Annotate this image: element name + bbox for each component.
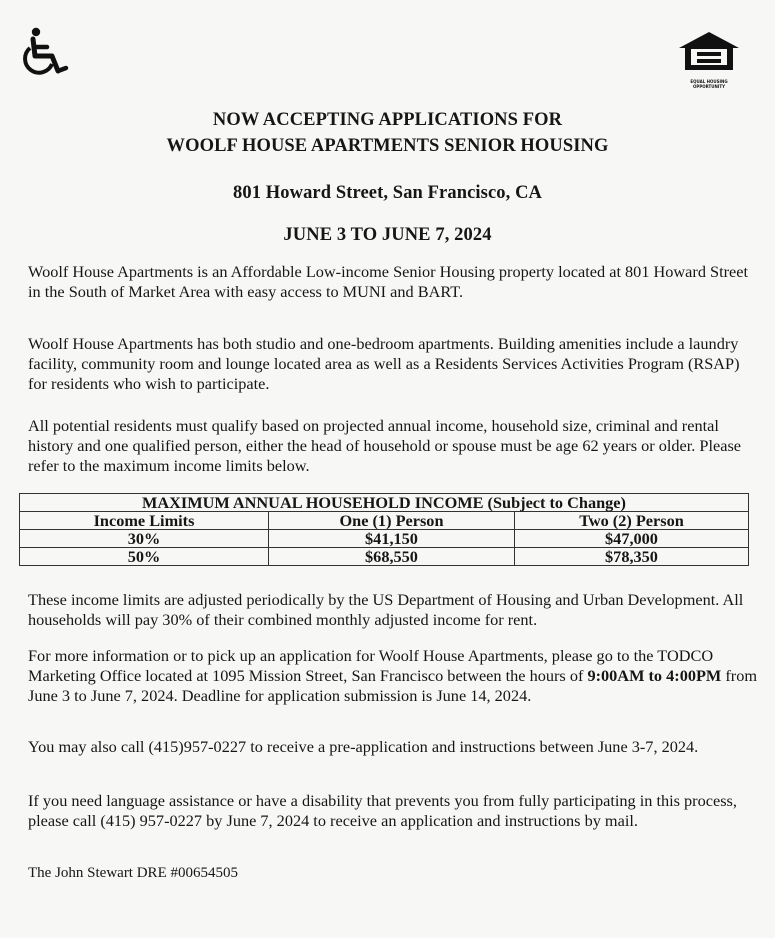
- equal-housing-label: EQUAL HOUSING OPPORTUNITY: [690, 79, 728, 89]
- table-cell: 50%: [20, 548, 269, 566]
- header-two-person: Two (2) Person: [515, 512, 749, 530]
- table-row: [20, 548, 749, 566]
- table-caption: MAXIMUM ANNUAL HOUSEHOLD INCOME (Subject to Change): [20, 494, 749, 512]
- phone-paragraph: You may also call (415)957-0227 to receive a pre-application and instructions between June 3-7, 2024.: [28, 737, 699, 756]
- assistance-paragraph: If you need language assistance or have a disability that prevents you from fully participating in this process, please call (415) 957-0227 by June 7, 2024 to receive an application and instructions by mail.: [28, 791, 737, 830]
- title-line-2: WOOLF HOUSE APARTMENTS SENIOR HOUSING: [166, 136, 609, 156]
- signature-line: The John Stewart DRE #00654505: [28, 865, 238, 881]
- table-row: [20, 530, 749, 548]
- property-address: 801 Howard Street, San Francisco, CA: [233, 183, 542, 203]
- table-cell: $41,150: [269, 530, 515, 548]
- table-cell: $78,350: [515, 548, 749, 566]
- table-cell: 30%: [20, 530, 269, 548]
- office-hours: 9:00AM to 4:00PM: [587, 666, 722, 685]
- header-income-limits: Income Limits: [20, 512, 269, 530]
- amenities-paragraph: Woolf House Apartments has both studio and one-bedroom apartments. Building amenities include a laundry facility, community room and lounge located area as well as a Residents Services Activities Program (RSAP) for residents who wish to participate.: [28, 334, 740, 393]
- header-one-person: One (1) Person: [269, 512, 515, 530]
- intro-paragraph: Woolf House Apartments is an Affordable Low-income Senior Housing property located at 801 Howard Street in the South of Market Area with easy access to MUNI and BART.: [28, 262, 749, 301]
- title-line-1: NOW ACCEPTING APPLICATIONS FOR: [212, 110, 563, 130]
- table-cell: $68,550: [269, 548, 515, 566]
- office-info-paragraph: [28, 646, 758, 706]
- income-limits-table: [19, 493, 749, 566]
- application-dates: JUNE 3 TO JUNE 7, 2024: [283, 225, 492, 245]
- wheelchair-icon: [22, 26, 74, 78]
- deadline-text: from June 3 to June 7, 2024. Deadline for application submission is June 14, 2024.: [28, 666, 758, 705]
- office-info-text: For more information or to pick up an application for Woolf House Apartments, please go to the TODCO Marketing Office located at 1095 Mission Street, San Francisco between the hours of: [28, 646, 714, 685]
- equal-housing-opportunity-icon: [677, 30, 741, 89]
- income-adjustment-paragraph: These income limits are adjusted periodically by the US Department of Housing and Urban Development. All households will pay 30% of their combined monthly adjusted income for rent.: [28, 590, 744, 629]
- table-cell: $47,000: [515, 530, 749, 548]
- eligibility-paragraph: All potential residents must qualify based on projected annual income, household size, criminal and rental history and one qualified person, either the head of household or spouse must be age 62 years or older. Please refer to the maximum income limits below.: [28, 416, 742, 475]
